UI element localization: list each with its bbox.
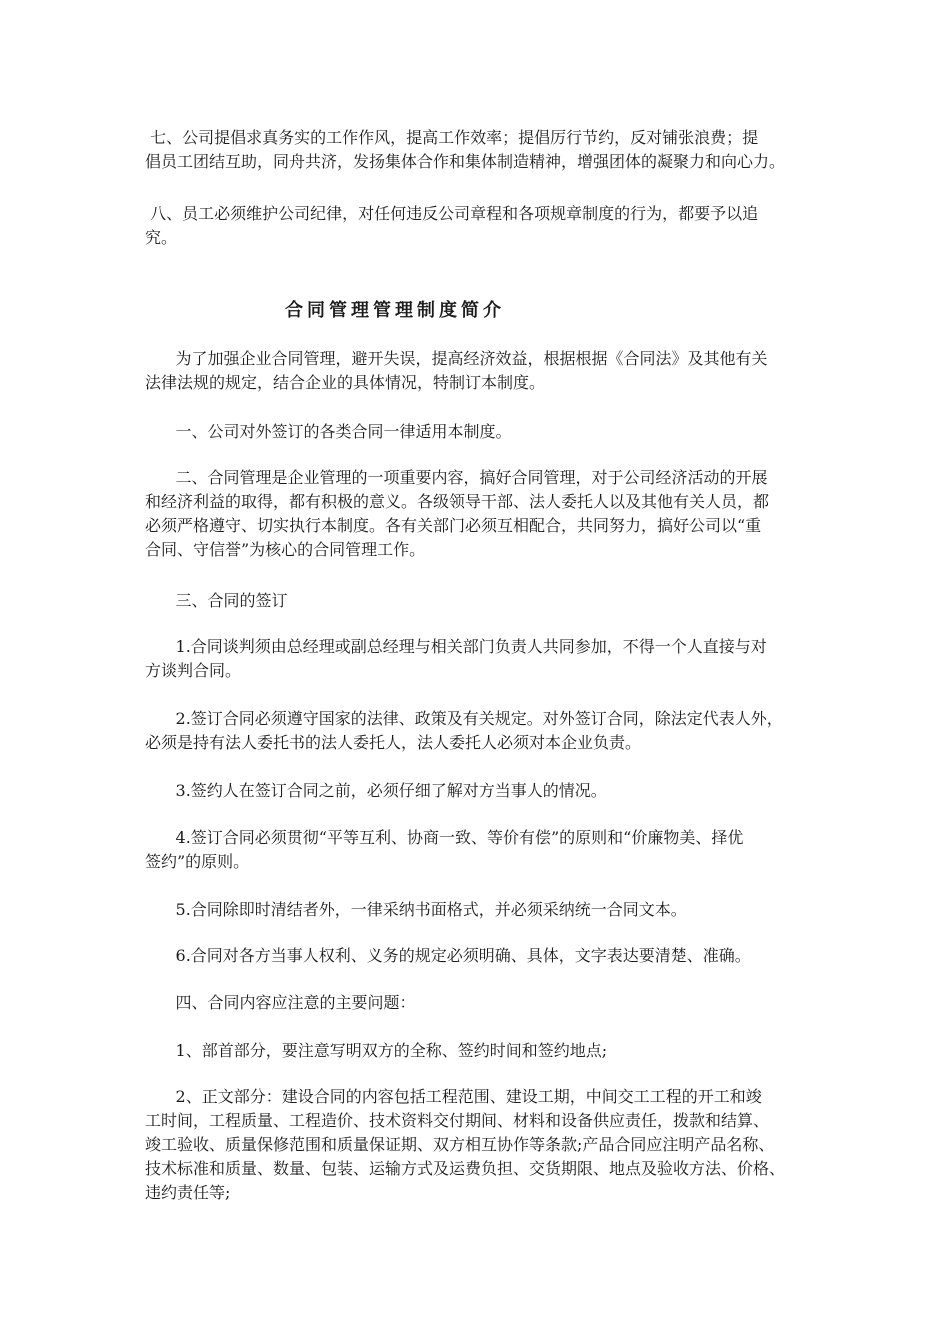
text-line: 合同、守信誉”为核心的合同管理工作。 xyxy=(145,540,426,559)
intro-paragraph xyxy=(145,347,810,395)
text-line: 二、合同管理是企业管理的一项重要内容，搞好合同管理，对于公司经济活动的开展 xyxy=(145,468,768,487)
content-item-1 xyxy=(145,1039,810,1063)
text-line: 三、合同的签订 xyxy=(145,591,288,610)
signing-item-4 xyxy=(145,826,810,874)
text-line: 违约责任等; xyxy=(145,1183,231,1202)
rule-paragraph-8 xyxy=(145,202,810,250)
text-line: 为了加强企业合同管理，避开失误，提高经济效益，根据根据《合同法》及其他有关 xyxy=(145,349,768,368)
text-line: 5.合同除即时清结者外，一律采纳书面格式，并必须采纳统一合同文本。 xyxy=(145,900,687,919)
content-item-2 xyxy=(145,1085,810,1205)
text-line: 3.签约人在签订合同之前，必须仔细了解对方当事人的情况。 xyxy=(145,781,607,800)
text-line: 四、合同内容应注意的主要问题： xyxy=(145,993,416,1012)
text-line: 2、正文部分：建设合同的内容包括工程范围、建设工期，中间交工工程的开工和竣 xyxy=(145,1087,762,1106)
text-line: 法律法规的规定，结合企业的具体情况，特制订本制度。 xyxy=(145,373,546,392)
text-line: 倡员工团结互助，同舟共济，发扬集体合作和集体制造精神，增强团体的凝聚力和向心力。 xyxy=(145,152,786,171)
text-line: 4.签订合同必须贯彻“平等互利、协商一致、等价有偿”的原则和“价廉物美、择优 xyxy=(145,828,744,847)
text-line: 必须严格遵守、切实执行本制度。各有关部门必须互相配合，共同努力，搞好公司以“重 xyxy=(145,516,762,535)
text-line: 1、部首部分，要注意写明双方的全称、签约时间和签约地点; xyxy=(145,1041,608,1060)
clause-4-heading xyxy=(145,991,810,1015)
signing-item-1 xyxy=(145,635,810,683)
text-line: 和经济利益的取得，都有积极的意义。各级领导干部、法人委托人以及其他有关人员，都 xyxy=(145,492,770,511)
text-line: 技术标准和质量、数量、包装、运输方式及运费负担、交货期限、地点及验收方法、价格、 xyxy=(145,1159,786,1178)
signing-item-2 xyxy=(145,707,810,755)
text-line: 1.合同谈判须由总经理或副总经理与相关部门负责人共同参加，不得一个人直接与对 xyxy=(145,637,767,656)
clause-1-paragraph xyxy=(145,420,810,444)
text-line: 究。 xyxy=(145,228,178,247)
signing-item-5 xyxy=(145,898,810,922)
text-line: 七、公司提倡求真务实的工作作风，提高工作效率；提倡厉行节约，反对铺张浪费；提 xyxy=(145,128,759,147)
text-line: 工时间，工程质量、工程造价、技术资料交付期间、材料和设备供应责任，拨款和结算、 xyxy=(145,1111,770,1130)
text-line: 八、员工必须维护公司纪律，对任何违反公司章程和各项规章制度的行为，都要予以追 xyxy=(145,204,759,223)
text-line: 竣工验收、质量保修范围和质量保证期、双方相互协作等条款;产品合同应注明产品名称、 xyxy=(145,1135,775,1154)
section-title: 合同管理管理制度简介 xyxy=(285,300,505,321)
text-line: 必须是持有法人委托书的法人委托人，法人委托人必须对本企业负责。 xyxy=(145,733,642,752)
signing-item-6 xyxy=(145,944,810,968)
text-line: 6.合同对各方当事人权利、义务的规定必须明确、具体，文字表达要清楚、准确。 xyxy=(145,946,751,965)
rule-paragraph-7 xyxy=(145,126,810,174)
text-line: 2.签订合同必须遵守国家的法律、政策及有关规定。对外签订合同，除法定代表人外， xyxy=(145,709,783,728)
signing-item-3 xyxy=(145,779,810,803)
clause-2-paragraph xyxy=(145,466,810,562)
clause-3-heading xyxy=(145,589,810,613)
text-line: 方谈判合同。 xyxy=(145,661,242,680)
text-line: 一、公司对外签订的各类合同一律适用本制度。 xyxy=(145,422,512,441)
text-line: 签约”的原则。 xyxy=(145,852,250,871)
